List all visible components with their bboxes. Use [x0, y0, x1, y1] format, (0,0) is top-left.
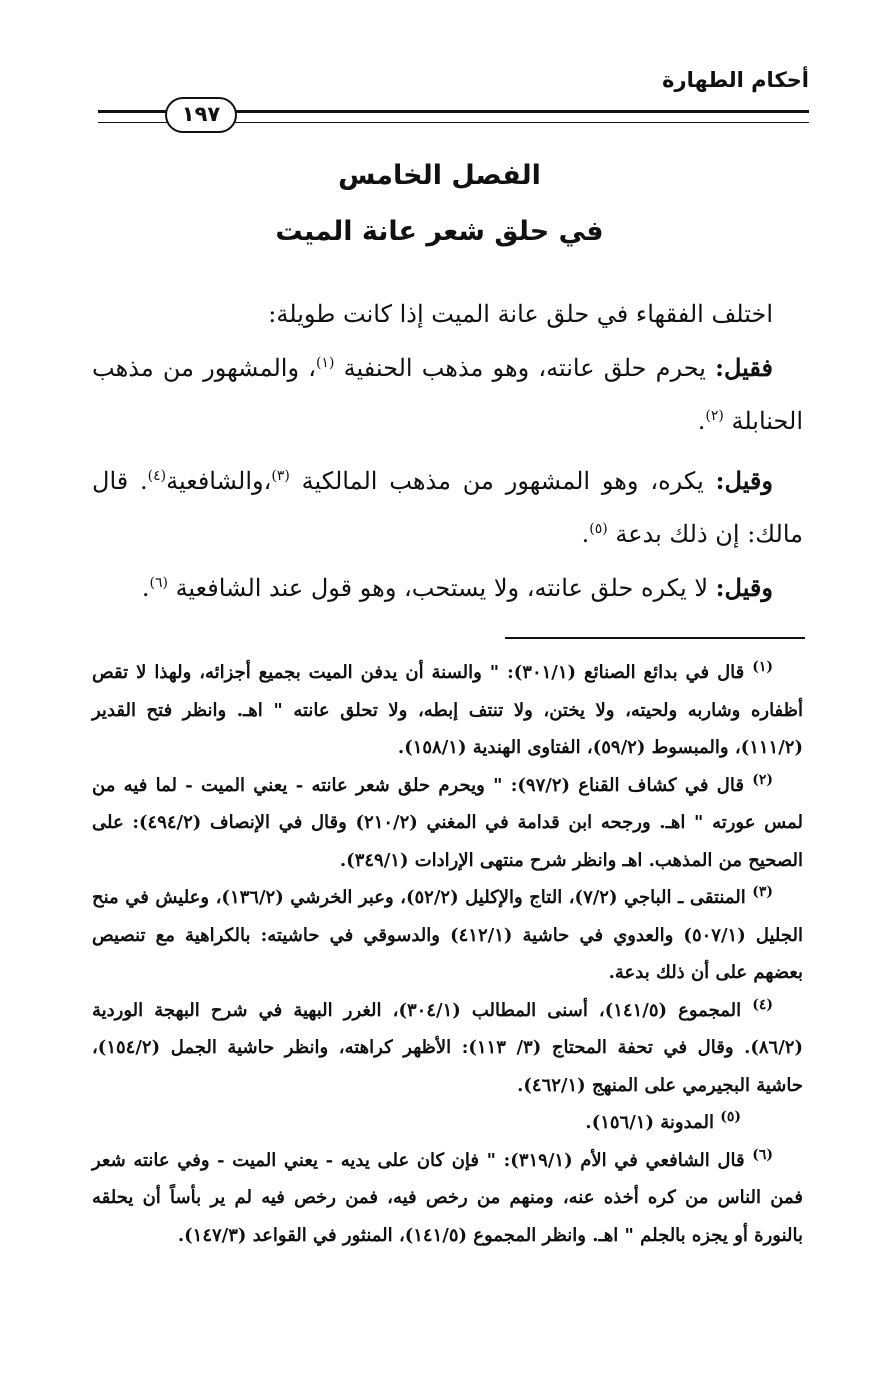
footnote-ref[interactable]: (١) [315, 355, 335, 371]
opinion-text: . [581, 520, 590, 548]
opinion-lead: وقيل: [715, 573, 773, 602]
opinion-text: ، والمشهور من مذهب الحنابلة [92, 354, 803, 435]
opinion-text: . [141, 574, 150, 602]
footnote-mark: (٥) [720, 1109, 741, 1125]
footnote-ref[interactable]: (٤) [147, 468, 167, 484]
footnote-mark: (٢) [752, 771, 773, 788]
chapter-subtitle: في حلق شعر عانة الميت [275, 216, 604, 247]
footnote-text: المنتقى ـ الباجي (٧/٢)، التاج والإكليل (٥٢/٢)، وعبر الخرشي (١٣٦/٢)، وعليش في منح الجليل (٥٠٧/١) والعدوي في حاشية (٤١٢/١) والدسوقي في حاشيته: بالكراهية مع تنصيص بعضهم على أن ذلك بدعة. [92, 887, 803, 983]
running-header: أحكام الطهارة [662, 68, 809, 92]
footnote-3 [92, 879, 803, 992]
opinion-paragraph-1 [92, 341, 803, 448]
page-number: ١٩٧ [165, 97, 237, 133]
footnote-text: المدونة (١٥٦/١). [585, 1112, 721, 1133]
footnote-ref[interactable]: (٥) [589, 521, 608, 537]
main-text [92, 288, 803, 615]
chapter-title: الفصل الخامس [338, 160, 541, 191]
opinion-text: . [697, 407, 706, 435]
footnote-mark: (٤) [752, 996, 774, 1013]
opinion-paragraph-2 [92, 454, 803, 561]
footnote-mark: (٦) [752, 1146, 773, 1163]
opinion-text: ،والشافعية [166, 467, 272, 495]
footnote-ref[interactable]: (٦) [149, 575, 168, 591]
opinion-text: يحرم حلق عانته، وهو مذهب الحنفية [334, 354, 716, 382]
footnote-2 [92, 767, 803, 880]
footnote-6 [92, 1142, 803, 1255]
footnote-text: قال في كشاف القناع (٩٧/٢): " ويحرم حلق شعر عانته - يعني الميت - لما فيه من لمس عورته " اهـ. ورجحه ابن قدامة في المغني (٢١٠/٢) وقال في الإنصاف (٤٩٤/٢): على الصحيح من المذهب. اهـ وانظر شرح منتهى الإرادات (٣٤٩/١). [92, 774, 803, 871]
footnote-text: المجموع (١٤١/٥)، أسنى المطالب (٣٠٤/١)، الغرر البهية في شرح البهجة الوردية (٨٦/٢). وقال في تحفة المحتاج (٣/ ١١٣): الأظهر كراهته، وانظر حاشية الجمل (١٥٤/٢)، حاشية البجيرمي على المنهج (٤٦٢/١). [92, 999, 803, 1096]
opinion-lead: فقيل: [715, 353, 773, 382]
footnote-mark: (٣) [752, 884, 774, 900]
opinion-paragraph-3 [92, 561, 803, 615]
footnote-separator [505, 637, 805, 639]
footnote-text: قال الشافعي في الأم (٣١٩/١): " فإن كان على يديه - يعني الميت - وفي عانته شعر فمن الناس من كره أخذه عنه، ومنهم من رخص فيه، فمن رخص فيه لم ير بأساً أن يحلقه بالنورة أو يجزه بالجلم " اهـ. وانظر المجموع (١٤١/٥)، المنثور في القواعد (١٤٧/٣). [92, 1149, 803, 1246]
footnote-text: قال في بدائع الصنائع (٣٠١/١): " والسنة أن يدفن الميت بجميع أجزائه، ولهذا لا تقص أظفاره وشاربه ولحيته، ولا يختن، ولا تنتف إبطه، ولا تحلق عانته " اهـ. وانظر فتح القدير (١١١/٢)، والمبسوط (٥٩/٢)، الفتاوى الهندية (١٥٨/١). [92, 662, 803, 758]
footnotes [92, 654, 803, 1254]
footnote-4 [92, 992, 803, 1105]
footnote-mark: (١) [752, 659, 774, 675]
footnote-1 [92, 654, 803, 767]
opinion-text: يكره، وهو المشهور من مذهب المالكية [289, 467, 716, 495]
opinion-lead: وقيل: [715, 466, 773, 495]
intro-paragraph: اختلف الفقهاء في حلق عانة الميت إذا كانت طويلة: [268, 300, 773, 328]
footnote-ref[interactable]: (٢) [705, 408, 724, 424]
opinion-text: لا يكره حلق عانته، ولا يستحب، وهو قول عند الشافعية [167, 574, 716, 602]
opinion-text: . قال مالك: إن ذلك بدعة [92, 467, 803, 548]
footnote-5 [92, 1104, 803, 1142]
footnote-ref[interactable]: (٣) [271, 468, 290, 484]
